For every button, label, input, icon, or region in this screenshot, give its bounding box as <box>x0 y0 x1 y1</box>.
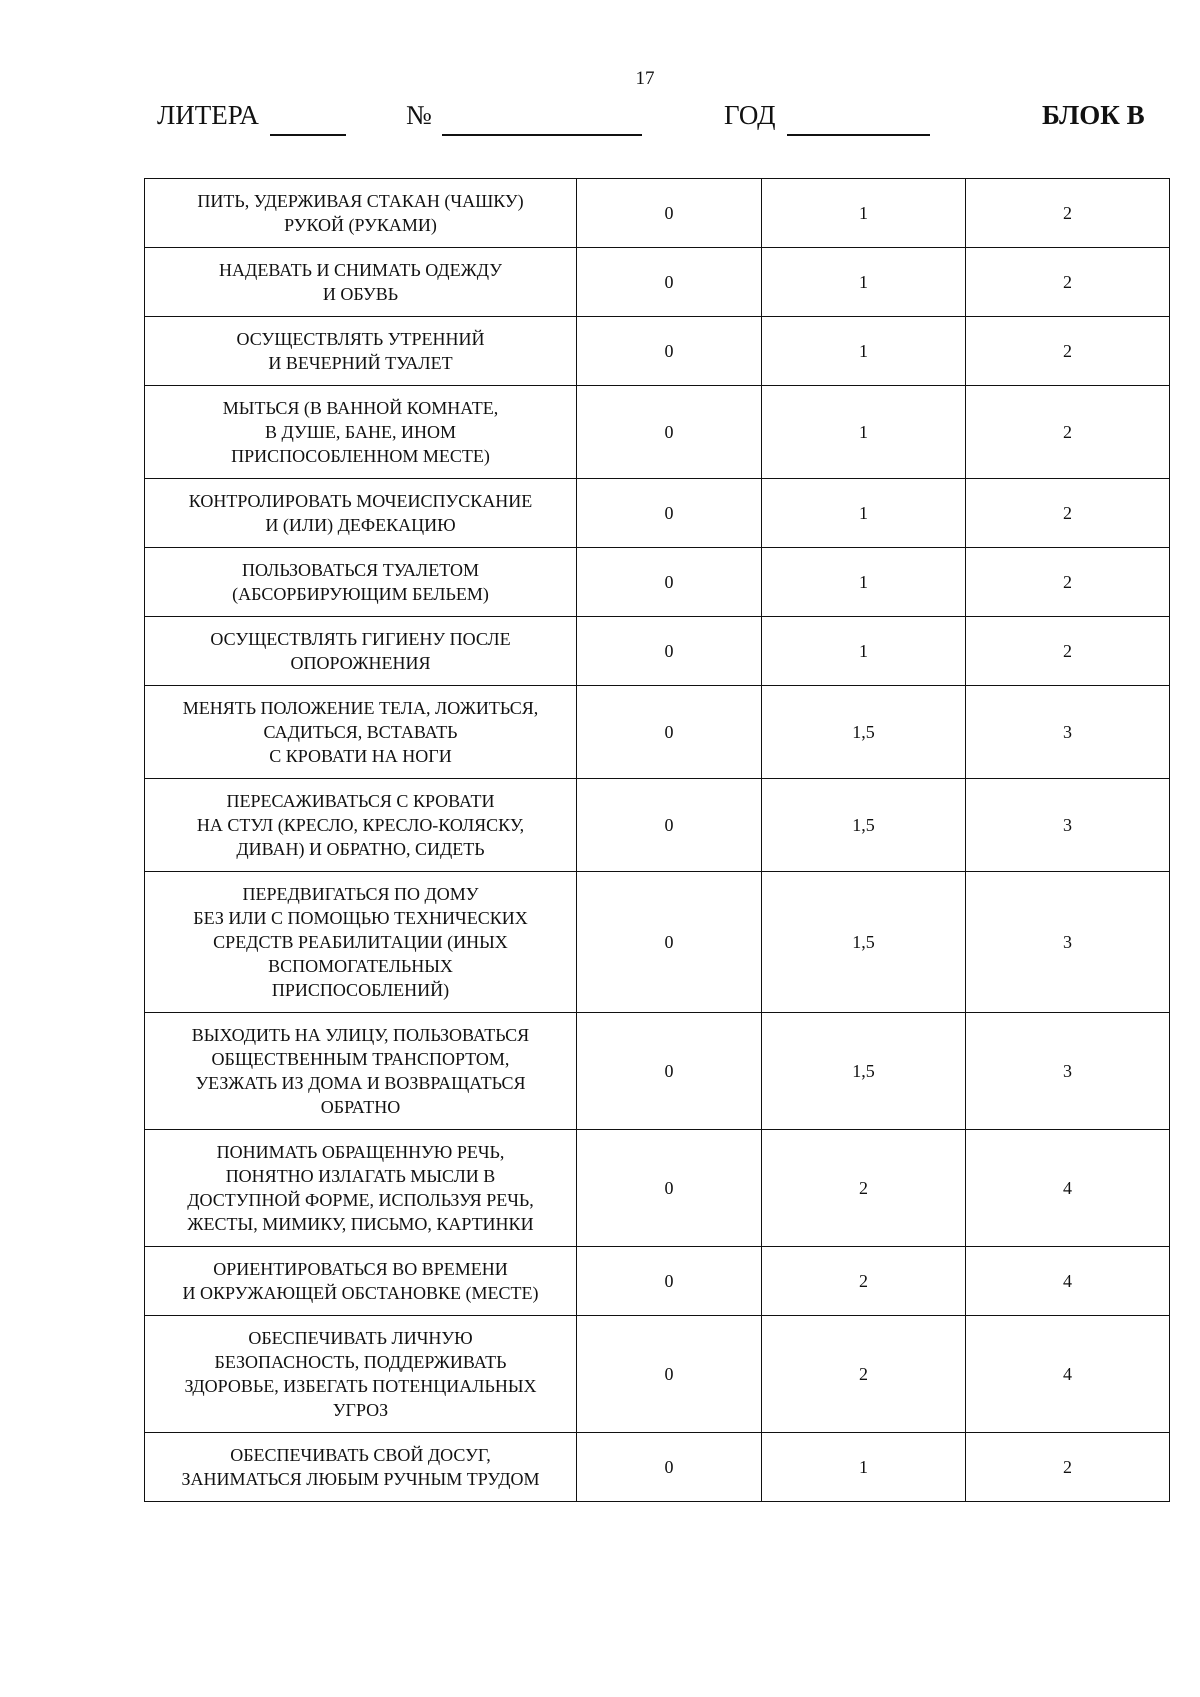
activity-cell: ВЫХОДИТЬ НА УЛИЦУ, ПОЛЬЗОВАТЬСЯ ОБЩЕСТВЕННЫМ ТРАНСПОРТОМ, УЕЗЖАТЬ ИЗ ДОМА И ВОЗВРАЩАТЬСЯ ОБРАТНО <box>145 1013 577 1130</box>
score-1-cell[interactable]: 2 <box>762 1130 966 1247</box>
litera-field[interactable] <box>270 100 346 136</box>
score-1-cell[interactable]: 1 <box>762 617 966 686</box>
score-1-cell[interactable]: 1,5 <box>762 872 966 1013</box>
form-header <box>0 100 1200 140</box>
year-field[interactable] <box>787 100 930 136</box>
year-label: ГОД <box>724 100 776 130</box>
activity-cell: ПОЛЬЗОВАТЬСЯ ТУАЛЕТОМ (АБСОРБИРУЮЩИМ БЕЛЬЕМ) <box>145 548 577 617</box>
score-0-cell[interactable]: 0 <box>577 248 762 317</box>
table-row <box>145 548 1170 617</box>
score-2-cell[interactable]: 3 <box>966 872 1170 1013</box>
score-2-cell[interactable]: 4 <box>966 1247 1170 1316</box>
score-0-cell[interactable]: 0 <box>577 317 762 386</box>
table-row <box>145 1316 1170 1433</box>
table-row <box>145 479 1170 548</box>
score-2-cell[interactable]: 2 <box>966 317 1170 386</box>
activity-cell: ОСУЩЕСТВЛЯТЬ ГИГИЕНУ ПОСЛЕ ОПОРОЖНЕНИЯ <box>145 617 577 686</box>
table-row <box>145 617 1170 686</box>
page-number: 17 <box>635 68 655 89</box>
activity-cell: ОБЕСПЕЧИВАТЬ СВОЙ ДОСУГ, ЗАНИМАТЬСЯ ЛЮБЫМ РУЧНЫМ ТРУДОМ <box>145 1433 577 1502</box>
table-row <box>145 779 1170 872</box>
score-1-cell[interactable]: 2 <box>762 1316 966 1433</box>
score-2-cell[interactable]: 3 <box>966 686 1170 779</box>
table-row <box>145 1013 1170 1130</box>
activity-cell: МЕНЯТЬ ПОЛОЖЕНИЕ ТЕЛА, ЛОЖИТЬСЯ, САДИТЬСЯ, ВСТАВАТЬ С КРОВАТИ НА НОГИ <box>145 686 577 779</box>
activity-cell: ОБЕСПЕЧИВАТЬ ЛИЧНУЮ БЕЗОПАСНОСТЬ, ПОДДЕРЖИВАТЬ ЗДОРОВЬЕ, ИЗБЕГАТЬ ПОТЕНЦИАЛЬНЫХ УГРОЗ <box>145 1316 577 1433</box>
assessment-table-body <box>145 179 1170 1502</box>
score-0-cell[interactable]: 0 <box>577 779 762 872</box>
score-1-cell[interactable]: 1 <box>762 248 966 317</box>
score-1-cell[interactable]: 1 <box>762 479 966 548</box>
score-2-cell[interactable]: 2 <box>966 386 1170 479</box>
block-label: БЛОК В <box>1042 100 1145 130</box>
score-0-cell[interactable]: 0 <box>577 617 762 686</box>
score-1-cell[interactable]: 1 <box>762 317 966 386</box>
score-2-cell[interactable]: 3 <box>966 779 1170 872</box>
assessment-table <box>144 178 1170 1502</box>
score-0-cell[interactable]: 0 <box>577 179 762 248</box>
score-1-cell[interactable]: 2 <box>762 1247 966 1316</box>
activity-cell: ОРИЕНТИРОВАТЬСЯ ВО ВРЕМЕНИ И ОКРУЖАЮЩЕЙ ОБСТАНОВКЕ (МЕСТЕ) <box>145 1247 577 1316</box>
score-2-cell[interactable]: 3 <box>966 1013 1170 1130</box>
score-2-cell[interactable]: 2 <box>966 479 1170 548</box>
score-1-cell[interactable]: 1 <box>762 179 966 248</box>
activity-cell: ПИТЬ, УДЕРЖИВАЯ СТАКАН (ЧАШКУ) РУКОЙ (РУКАМИ) <box>145 179 577 248</box>
table-row <box>145 248 1170 317</box>
score-0-cell[interactable]: 0 <box>577 479 762 548</box>
score-2-cell[interactable]: 2 <box>966 179 1170 248</box>
table-row <box>145 1247 1170 1316</box>
score-0-cell[interactable]: 0 <box>577 1316 762 1433</box>
score-2-cell[interactable]: 2 <box>966 548 1170 617</box>
activity-cell: МЫТЬСЯ (В ВАННОЙ КОМНАТЕ, В ДУШЕ, БАНЕ, ИНОМ ПРИСПОСОБЛЕННОМ МЕСТЕ) <box>145 386 577 479</box>
table-row <box>145 1130 1170 1247</box>
score-1-cell[interactable]: 1,5 <box>762 686 966 779</box>
activity-cell: ПОНИМАТЬ ОБРАЩЕННУЮ РЕЧЬ, ПОНЯТНО ИЗЛАГАТЬ МЫСЛИ В ДОСТУПНОЙ ФОРМЕ, ИСПОЛЬЗУЯ РЕЧЬ, ЖЕСТЫ, МИМИКУ, ПИСЬМО, КАРТИНКИ <box>145 1130 577 1247</box>
table-row <box>145 179 1170 248</box>
litera-label: ЛИТЕРА <box>157 100 259 130</box>
score-1-cell[interactable]: 1 <box>762 386 966 479</box>
activity-cell: ПЕРЕДВИГАТЬСЯ ПО ДОМУ БЕЗ ИЛИ С ПОМОЩЬЮ ТЕХНИЧЕСКИХ СРЕДСТВ РЕАБИЛИТАЦИИ (ИНЫХ ВСПОМОГАТЕЛЬНЫХ ПРИСПОСОБЛЕНИЙ) <box>145 872 577 1013</box>
score-0-cell[interactable]: 0 <box>577 1013 762 1130</box>
table-row <box>145 317 1170 386</box>
score-0-cell[interactable]: 0 <box>577 1247 762 1316</box>
score-0-cell[interactable]: 0 <box>577 1433 762 1502</box>
number-field[interactable] <box>442 100 642 136</box>
activity-cell: КОНТРОЛИРОВАТЬ МОЧЕИСПУСКАНИЕ И (ИЛИ) ДЕФЕКАЦИЮ <box>145 479 577 548</box>
score-2-cell[interactable]: 2 <box>966 248 1170 317</box>
score-0-cell[interactable]: 0 <box>577 548 762 617</box>
score-2-cell[interactable]: 4 <box>966 1316 1170 1433</box>
score-2-cell[interactable]: 2 <box>966 1433 1170 1502</box>
number-label: № <box>406 100 432 130</box>
score-2-cell[interactable]: 2 <box>966 617 1170 686</box>
score-0-cell[interactable]: 0 <box>577 386 762 479</box>
table-row <box>145 386 1170 479</box>
activity-cell: ОСУЩЕСТВЛЯТЬ УТРЕННИЙ И ВЕЧЕРНИЙ ТУАЛЕТ <box>145 317 577 386</box>
score-1-cell[interactable]: 1 <box>762 1433 966 1502</box>
table-row <box>145 872 1170 1013</box>
score-0-cell[interactable]: 0 <box>577 1130 762 1247</box>
score-1-cell[interactable]: 1,5 <box>762 779 966 872</box>
score-0-cell[interactable]: 0 <box>577 872 762 1013</box>
activity-cell: ПЕРЕСАЖИВАТЬСЯ С КРОВАТИ НА СТУЛ (КРЕСЛО, КРЕСЛО-КОЛЯСКУ, ДИВАН) И ОБРАТНО, СИДЕТЬ <box>145 779 577 872</box>
score-0-cell[interactable]: 0 <box>577 686 762 779</box>
activity-cell: НАДЕВАТЬ И СНИМАТЬ ОДЕЖДУ И ОБУВЬ <box>145 248 577 317</box>
score-1-cell[interactable]: 1,5 <box>762 1013 966 1130</box>
score-2-cell[interactable]: 4 <box>966 1130 1170 1247</box>
score-1-cell[interactable]: 1 <box>762 548 966 617</box>
table-row <box>145 686 1170 779</box>
table-row <box>145 1433 1170 1502</box>
